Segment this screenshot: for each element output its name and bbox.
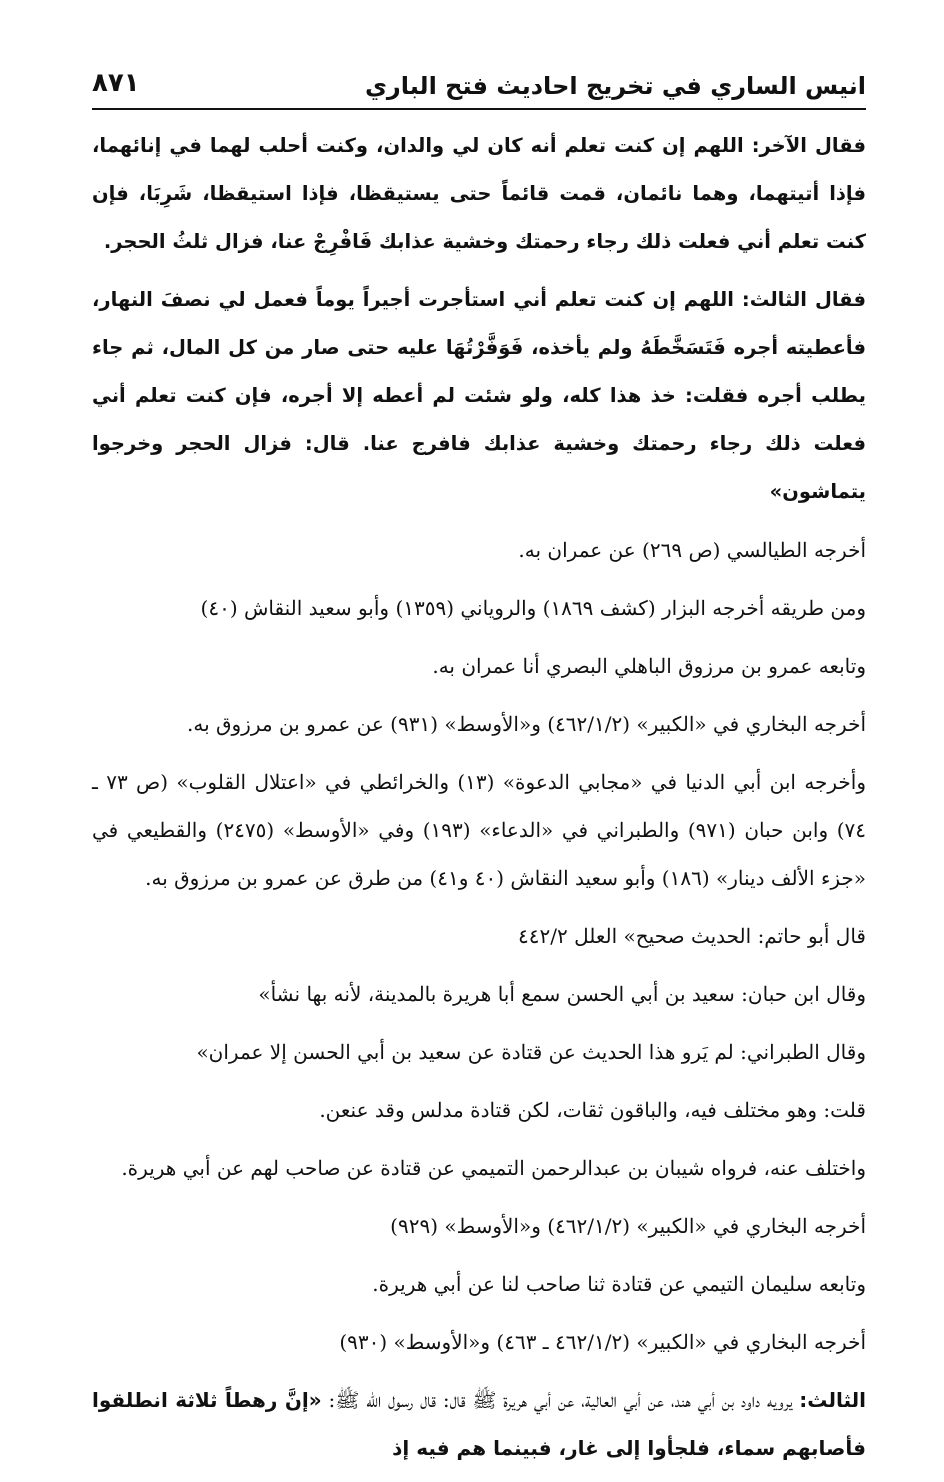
running-title: انيس الساري في تخريج احاديث فتح الباري bbox=[364, 72, 866, 100]
paragraph-takhrij: وأخرجه ابن أبي الدنيا في «مجابي الدعوة» (١٣) والخرائطي في «اعتلال القلوب» (ص ٧٣ ـ ٧٤) وابن حبان (٩٧١) والطبراني في «الدعاء» (١٩٣) وفي «الأوسط» (٢٤٧٥) والقطيعي في «جزء الألف دينار» (١٨٦) وأبو سعيد النقاش (٤٠ و٤١) من طرق عن عمرو بن مرزوق به. bbox=[92, 770, 867, 890]
section-lead: الثالث: bbox=[799, 1388, 866, 1412]
paragraph-citation: وقال الطبراني: لم يَرو هذا الحديث عن قتادة عن سعيد بن أبي الحسن إلا عمران» bbox=[196, 1040, 866, 1064]
paragraph-takhrij: أخرجه البخاري في «الكبير» (٤٦٢/١/٢ ـ ٤٦٣) و«الأوسط» (٩٣٠) bbox=[339, 1330, 866, 1354]
paragraph-takhrij: أخرجه البخاري في «الكبير» (٤٦٢/١/٢) و«الأوسط» (٩٣١) عن عمرو بن مرزوق به. bbox=[187, 712, 866, 736]
paragraph-takhrij: ومن طريقه أخرجه البزار (كشف ١٨٦٩) والروياني (١٣٥٩) وأبو سعيد النقاش (٤٠) bbox=[200, 596, 866, 620]
paragraph-hadith-third: فقال الثالث: اللهم إن كنت تعلم أني استأجرت أجيراً يوماً فعمل لي نصفَ النهار، فأعطيته أجره فَتَسَخَّطَهُ ولم يأخذه، فَوَفَّرْتُهَا عليه حتى صار من كل المال، ثم جاء يطلب أجره فقلت: خذ هذا كله، ولو شئت لم أعطه إلا أجره، فإن كنت تعلم أني فعلت ذلك رجاء رحمتك وخشية عذابك فافرج عنا. قال: فزال الحجر وخرجوا يتماشون» bbox=[92, 288, 866, 503]
hadith-quote: «إنَّ رهطاً ثلاثة انطلقوا فأصابهم سماء، فلجأوا إلى غار، فبينما هم فيه إذ bbox=[92, 1388, 866, 1460]
page-body bbox=[92, 122, 866, 1482]
paragraph-takhrij: وتابعه سليمان التيمي عن قتادة ثنا صاحب لنا عن أبي هريرة. bbox=[372, 1272, 866, 1296]
paragraph-third-narration bbox=[92, 1376, 866, 1472]
paragraph-note: قلت: وهو مختلف فيه، والباقون ثقات، لكن قتادة مدلس وقد عنعن. bbox=[319, 1098, 866, 1122]
paragraph-note: واختلف عنه، فرواه شيبان بن عبدالرحمن التميمي عن قتادة عن صاحب لهم عن أبي هريرة. bbox=[121, 1156, 866, 1180]
narration-chain: يرويه داود بن أبي هند، عن أبي العالية، عن أبي هريرة ﷺ قال: قال رسول الله ﷺ: bbox=[321, 1388, 800, 1412]
paragraph-takhrij: أخرجه الطيالسي (ص ٢٦٩) عن عمران به. bbox=[518, 538, 866, 562]
paragraph-citation: قال أبو حاتم: الحديث صحيح» العلل ٤٤٢/٢ bbox=[518, 924, 866, 948]
page-number: ٨٧١ bbox=[92, 68, 140, 98]
paragraph-hadith-second: فقال الآخر: اللهم إن كنت تعلم أنه كان لي والدان، وكنت أحلب لهما في إنائهما، فإذا أتيتهما، وهما نائمان، قمت قائماً حتى يستيقظا، فإذا استيقظا، شَرِبَا، فإن كنت تعلم أني فعلت ذلك رجاء رحمتك وخشية عذابك فَافْرِجْ عنا، فزال ثلثُ الحجر. bbox=[92, 134, 866, 253]
paragraph-citation: وقال ابن حبان: سعيد بن أبي الحسن سمع أبا هريرة بالمدينة، لأنه بها نشأ» bbox=[258, 982, 866, 1006]
page-header bbox=[92, 64, 866, 110]
paragraph-takhrij: أخرجه البخاري في «الكبير» (٤٦٢/١/٢) و«الأوسط» (٩٢٩) bbox=[390, 1214, 866, 1238]
paragraph-takhrij: وتابعه عمرو بن مرزوق الباهلي البصري أنا عمران به. bbox=[432, 654, 866, 678]
